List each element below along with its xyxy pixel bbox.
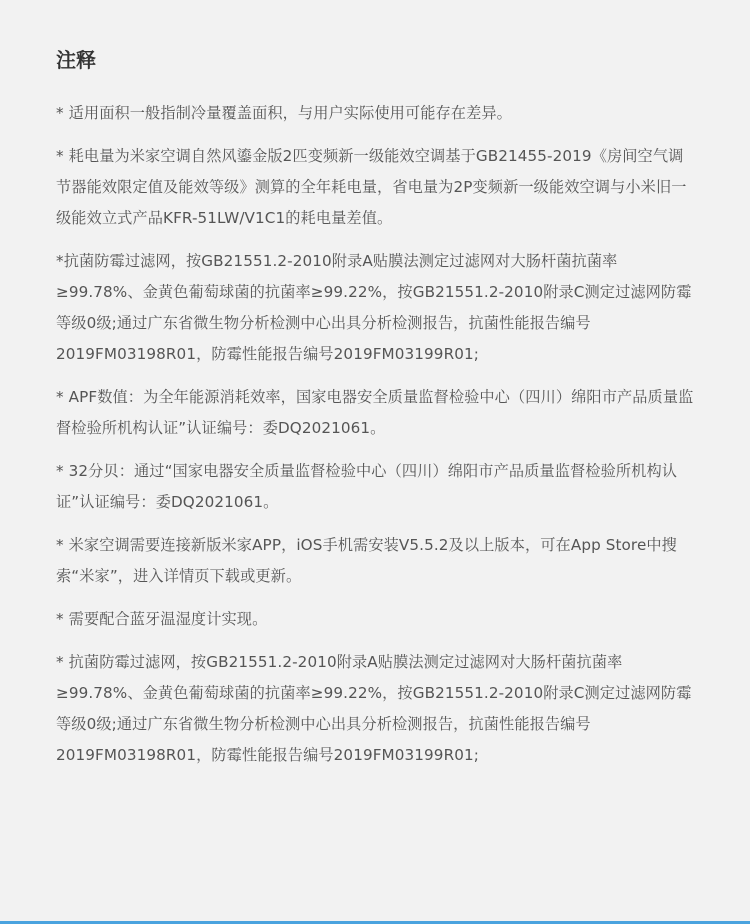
note-apf-value: * APF数值：为全年能源消耗效率，国家电器安全质量监督检验中心（四川）绵阳市产品质量监督检验所机构认证”认证编号：委DQ2021061。 [56, 388, 694, 437]
note-power-consumption: * 耗电量为米家空调自然风鎏金版2匹变频新一级能效空调基于GB21455-2019《房间空气调节器能效限定值及能效等级》测算的全年耗电量，省电量为2P变频新一级能效空调与小米旧一级能效立式产品KFR-51LW/V1C1的耗电量差值。 [56, 147, 687, 227]
note-antibacterial-filter-repeat: * 抗菌防霉过滤网，按GB21551.2-2010附录A贴膜法测定过滤网对大肠杆菌抗菌率≥99.78%、金黄色葡萄球菌的抗菌率≥99.22%，按GB21551.2-2010附录C测定过滤网防霉等级0级;通过广东省微生物分析检测中心出具分析检测报告，抗菌性能报告编号2019FM03198R01，防霉性能报告编号2019FM03199R01; [56, 653, 692, 764]
note-antibacterial-filter: *抗菌防霉过滤网，按GB21551.2-2010附录A贴膜法测定过滤网对大肠杆菌抗菌率≥99.78%、金黄色葡萄球菌的抗菌率≥99.22%，按GB21551.2-2010附录C测定过滤网防霉等级0级;通过广东省微生物分析检测中心出具分析检测报告，抗菌性能报告编号2019FM03198R01，防霉性能报告编号2019FM03199R01; [56, 252, 692, 363]
notes-section [56, 46, 696, 783]
note-noise-level: * 32分贝：通过“国家电器安全质量监督检验中心（四川）绵阳市产品质量监督检验所机构认证”认证编号：委DQ2021061。 [56, 462, 678, 511]
note-mijia-app: * 米家空调需要连接新版米家APP，iOS手机需安装V5.5.2及以上版本，可在App Store中搜索“米家”，进入详情页下载或更新。 [56, 536, 677, 585]
section-title: 注释 [56, 48, 96, 72]
note-bluetooth-hygrometer: * 需要配合蓝牙温湿度计实现。 [56, 610, 268, 628]
note-coverage-area: * 适用面积一般指制冷量覆盖面积，与用户实际使用可能存在差异。 [56, 104, 512, 122]
